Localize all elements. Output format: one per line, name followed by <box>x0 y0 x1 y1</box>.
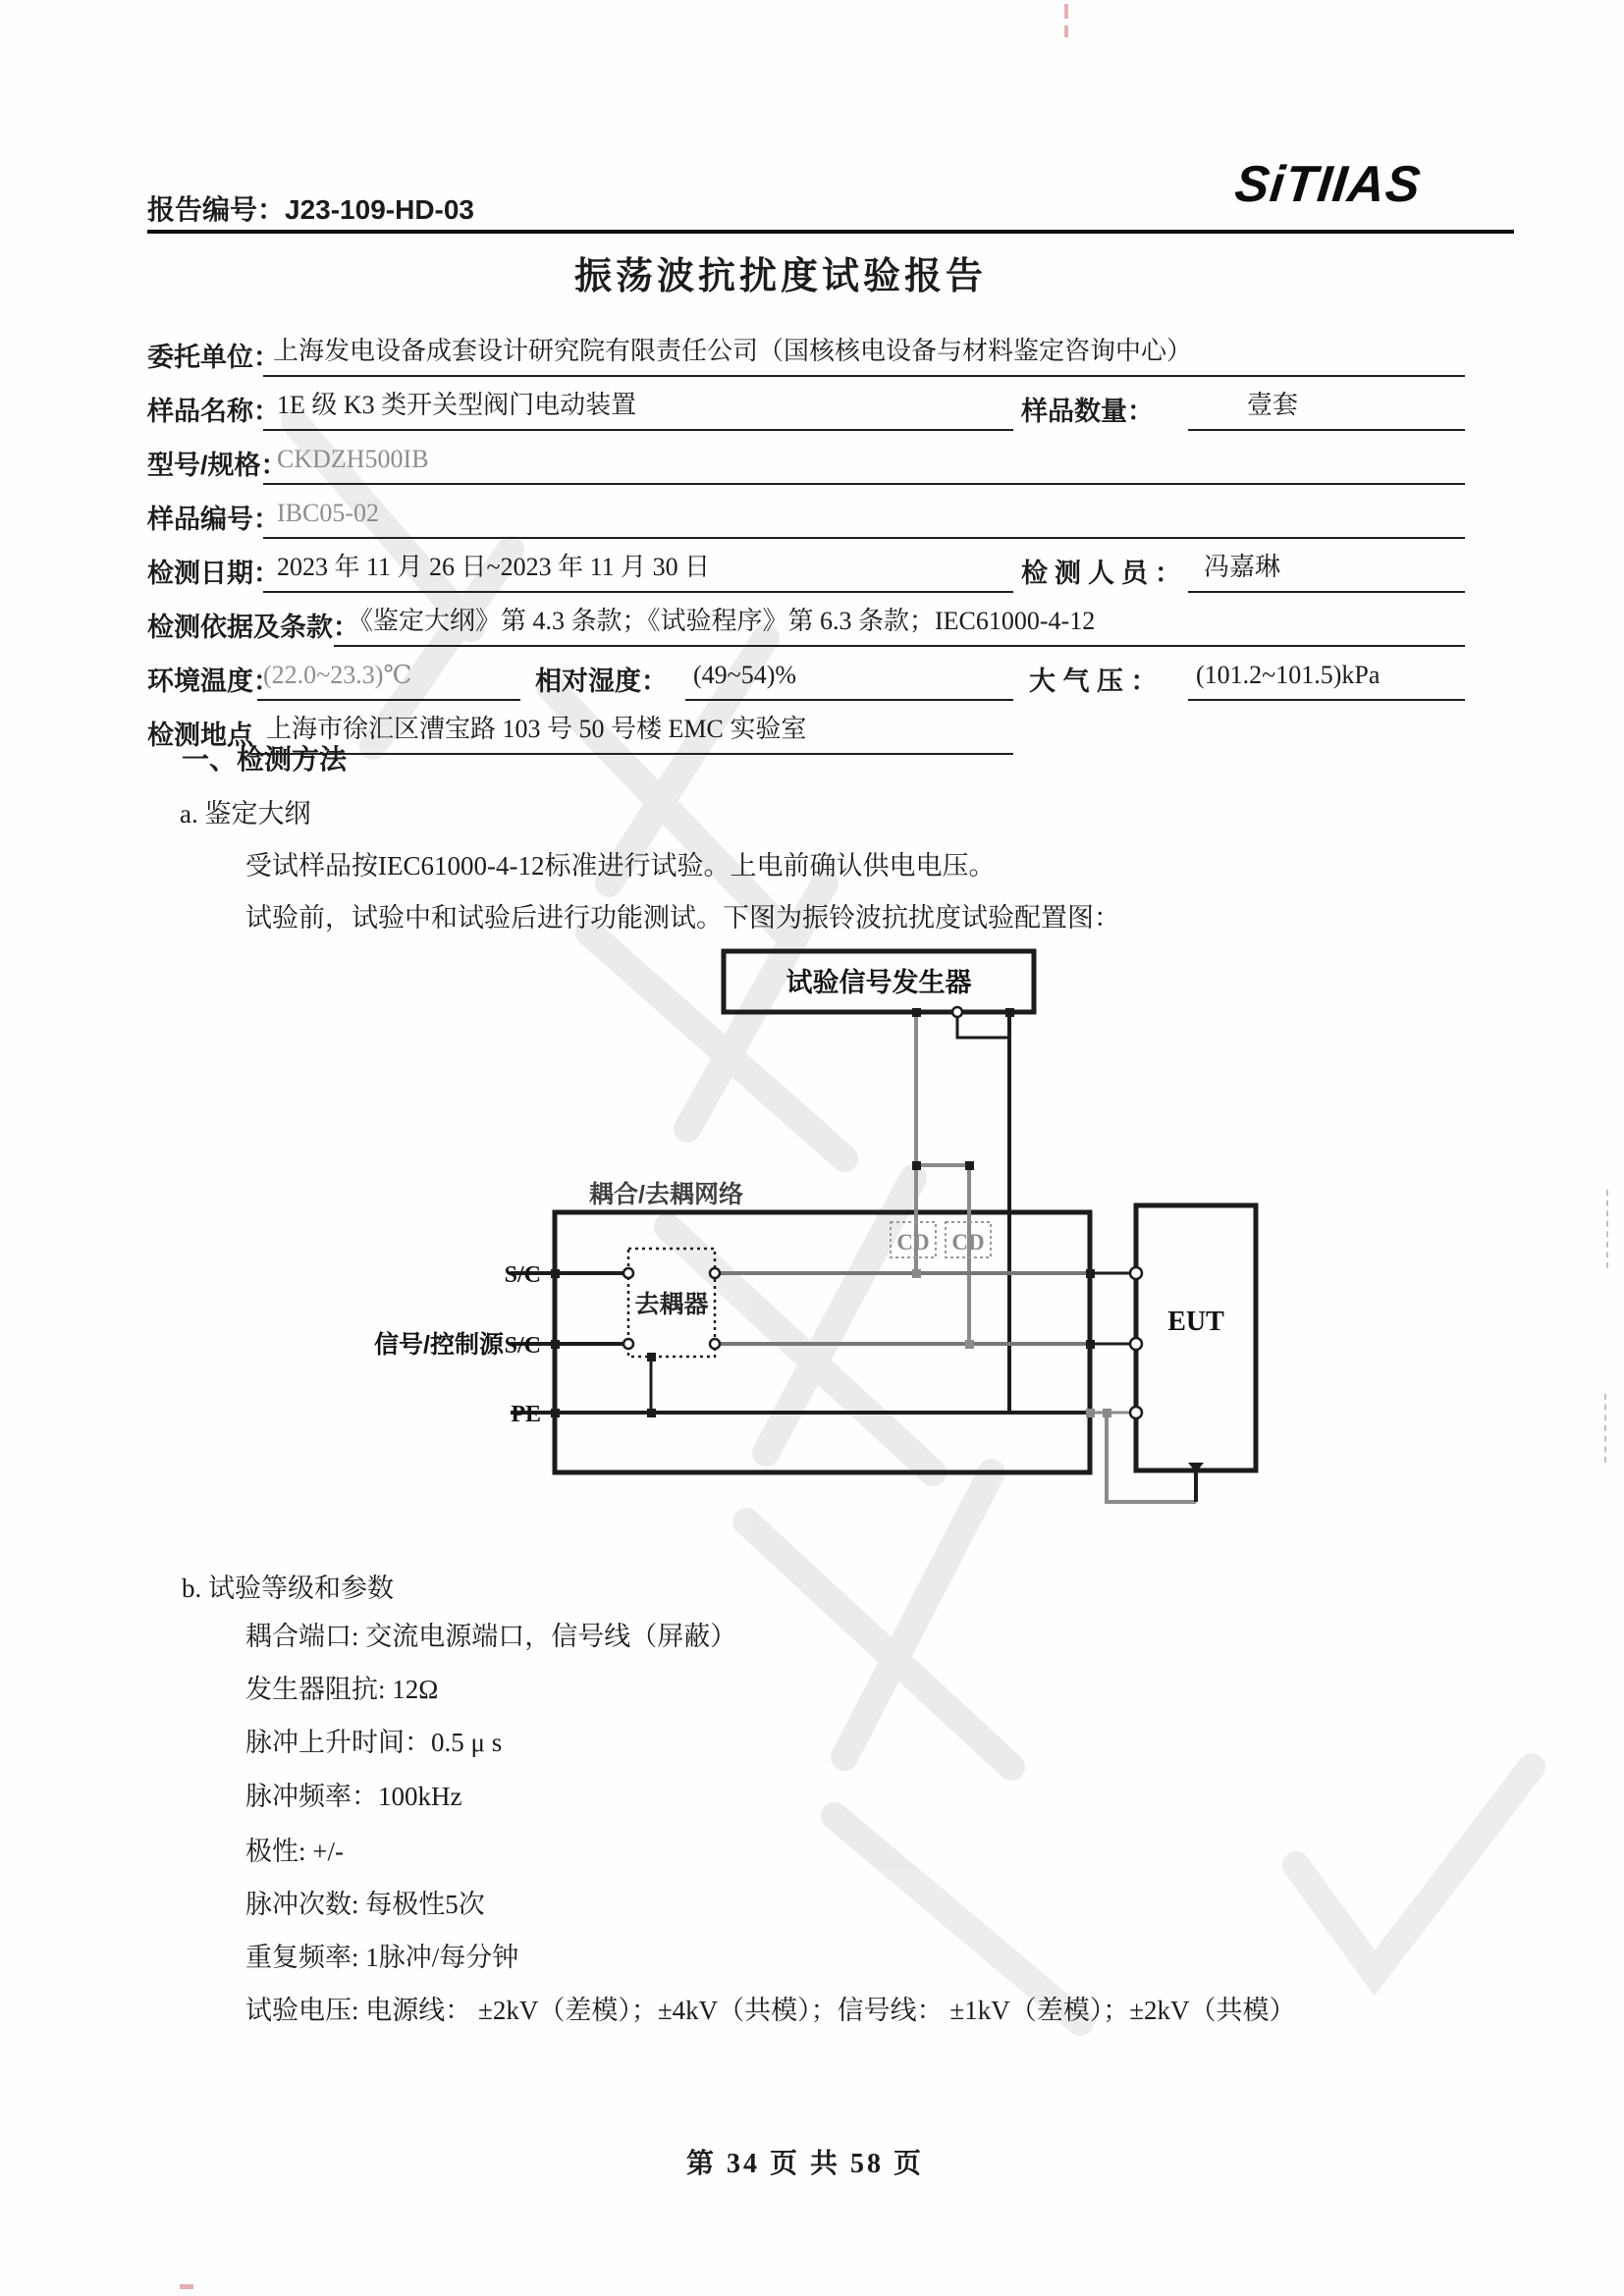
sample-qty-label: 样品数量： <box>1021 397 1154 426</box>
test-date-label: 检测日期： <box>147 559 280 588</box>
page-footer: 第 34 页 共 58 页 <box>685 2149 924 2179</box>
sc1-label: S/C <box>504 1262 541 1288</box>
report-number-value: J23-109-HD-03 <box>285 194 475 225</box>
cd2-label: CD <box>951 1230 985 1255</box>
basis-value: 《鉴定大纲》第 4.3 条款；《试验程序》第 6.3 条款；IEC61000-4-12 <box>348 607 1096 635</box>
temp-value: (22.0~23.3)℃ <box>263 661 412 689</box>
pe-label: PE <box>511 1402 541 1427</box>
tester-label: 检测人员： <box>1021 559 1188 588</box>
subsection-a-heading: a. 鉴定大纲 <box>180 799 311 828</box>
humidity-value: (49~54)% <box>693 661 797 689</box>
subsection-b-heading: b. 试验等级和参数 <box>182 1574 394 1603</box>
eut-label: EUT <box>1167 1307 1224 1337</box>
section-method-heading: 一、检测方法 <box>182 744 348 774</box>
location-label: 检测地点 <box>147 721 253 750</box>
method-paragraph-1: 受试样品按IEC61000-4-12标准进行试验。上电前确认供电电压。 <box>245 851 996 881</box>
eut-box <box>1136 1205 1256 1470</box>
signal-source-label: 信号/控制源 <box>374 1331 504 1359</box>
param-pulse-count: 脉冲次数: 每极性5次 <box>245 1890 485 1919</box>
param-polarity: 极性: +/- <box>245 1837 344 1866</box>
page-title: 振荡波抗扰度试验报告 <box>573 256 987 297</box>
param-coupling-port: 耦合端口: 交流电源端口，信号线（屏蔽） <box>245 1622 737 1651</box>
sample-no-label: 样品编号： <box>147 505 280 534</box>
temp-label: 环境温度： <box>147 667 280 696</box>
client-value: 上海发电设备成套设计研究院有限责任公司（国核核电设备与材料鉴定咨询中心） <box>273 337 1193 365</box>
report-number <box>147 188 474 228</box>
method-paragraph-2: 试验前，试验中和试验后进行功能测试。下图为振铃波抗扰度试验配置图： <box>245 903 1120 933</box>
basis-label: 检测依据及条款： <box>147 613 359 642</box>
sample-name-value: 1E 级 K3 类开关型阀门电动装置 <box>277 391 637 419</box>
header-rule <box>147 230 1514 234</box>
model-label: 型号/规格： <box>147 451 288 480</box>
decoupler-label: 去耦器 <box>634 1291 709 1318</box>
cd1-label: CD <box>896 1230 930 1255</box>
test-setup-diagram <box>250 937 1262 1538</box>
generator-label: 试验信号发生器 <box>785 968 972 997</box>
tester-value: 冯嘉琳 <box>1204 553 1281 581</box>
param-generator-impedance: 发生器阻抗: 12Ω <box>245 1675 439 1704</box>
param-repetition-rate: 重复频率: 1脉冲/每分钟 <box>245 1943 519 1972</box>
cdn-label: 耦合/去耦网络 <box>589 1181 743 1208</box>
param-rise-time: 脉冲上升时间：0.5 μ s <box>245 1728 503 1757</box>
client-label: 委托单位： <box>147 343 280 372</box>
model-value: CKDZH500IB <box>277 445 429 473</box>
param-test-voltage: 试验电压: 电源线： ±2kV（差模）；±4kV（共模）；信号线： ±1kV（差模）；±2kV（共模） <box>245 1996 1296 2025</box>
humidity-label: 相对湿度： <box>535 667 668 696</box>
test-date-value: 2023 年 11 月 26 日~2023 年 11 月 30 日 <box>277 553 711 581</box>
report-number-label: 报告编号： <box>147 194 286 225</box>
sample-no-value: IBC05-02 <box>277 499 379 527</box>
sample-name-label: 样品名称： <box>147 397 280 426</box>
pressure-label: 大 气 压 ： <box>1029 667 1158 696</box>
sample-qty-value: 壹套 <box>1247 391 1299 419</box>
location-value: 上海市徐汇区漕宝路 103 号 50 号楼 EMC 实验室 <box>266 715 807 743</box>
company-logo: SiTIIAS <box>1231 156 1425 213</box>
sc2-label: S/C <box>504 1333 541 1359</box>
param-pulse-frequency: 脉冲频率：100kHz <box>245 1782 462 1811</box>
pressure-value: (101.2~101.5)kPa <box>1196 661 1380 689</box>
